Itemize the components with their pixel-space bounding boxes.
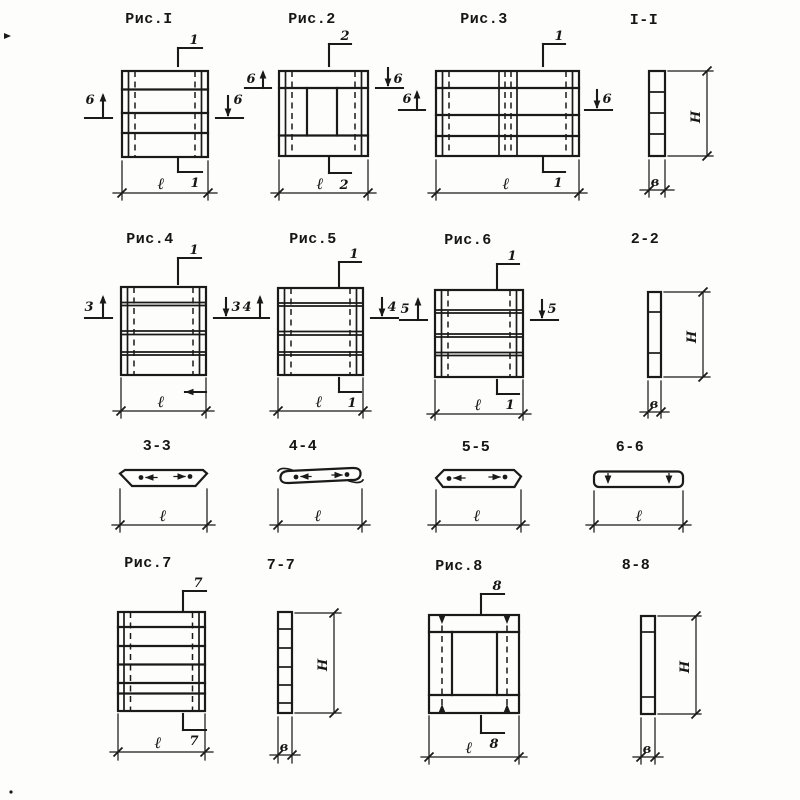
section-2-2-width-dimension	[640, 381, 669, 418]
figure-6-section-marker-top	[497, 249, 519, 288]
section-8-8-title: 8-8	[621, 557, 651, 574]
section-6-6-title: 6-6	[615, 439, 645, 456]
figure-1	[85, 11, 243, 200]
figure-2-section-marker-left-label: 6	[246, 72, 256, 87]
figure-8-section-marker-bottom-label: 8	[489, 737, 499, 752]
figure-1-length-dimension	[113, 161, 217, 200]
section-4-4-title: 4-4	[288, 438, 318, 455]
figure-4-title: Рис.4	[126, 231, 174, 248]
figure-4-panel	[121, 287, 206, 375]
section-5-5	[428, 439, 529, 532]
figure-5-section-marker-left-label: 4	[242, 300, 252, 315]
figure-2-section-marker-bottom-label: 2	[339, 178, 349, 193]
figure-7-section-marker-bottom-label: 7	[189, 734, 199, 749]
section-3-3-rebar-right	[174, 473, 192, 479]
section-2-2-height-dimension	[664, 288, 710, 382]
section-1-1-width-label: в	[650, 175, 660, 190]
section-2-2	[631, 231, 710, 418]
scan-specks	[4, 33, 13, 794]
figure-4-length-label: ℓ	[157, 392, 165, 411]
section-4-4-rebar-left	[294, 473, 311, 479]
section-2-2-body	[648, 292, 661, 377]
figure-3	[399, 11, 612, 200]
section-8-8-height-dimension	[658, 612, 701, 719]
figure-2	[245, 11, 403, 200]
section-5-5-length-dimension	[428, 490, 529, 532]
section-3-3-title: 3-3	[142, 438, 172, 455]
figure-7-section-marker-bottom	[183, 714, 206, 749]
figure-3-section-marker-left	[399, 90, 425, 110]
figure-4-length-dimension	[113, 378, 214, 418]
figure-6-section-marker-bottom	[497, 380, 519, 413]
section-7-7-height-dimension	[295, 609, 341, 718]
figure-4-section-marker-bottom	[185, 389, 206, 395]
figure-3-section-marker-left-label: 6	[402, 92, 412, 107]
section-4-4-rebar-right	[332, 472, 349, 478]
figure-2-section-marker-top-label: 2	[340, 29, 350, 44]
figure-5-section-marker-bottom	[339, 378, 361, 411]
figure-4-section-marker-top-label: 1	[189, 243, 199, 258]
figure-8	[421, 558, 527, 764]
section-8-8-width-dimension	[633, 718, 663, 764]
figure-1-panel	[122, 71, 208, 157]
figure-8-length-label: ℓ	[465, 738, 473, 757]
figure-1-section-marker-right	[216, 93, 243, 118]
figure-6-section-marker-bottom-label: 1	[505, 398, 515, 413]
figure-6-title: Рис.6	[444, 232, 492, 249]
figure-1-section-marker-left	[85, 93, 112, 118]
figure-5-panel	[278, 288, 363, 375]
figure-3-length-label: ℓ	[502, 174, 510, 193]
figure-6-section-marker-left	[400, 297, 427, 320]
section-4-4	[270, 438, 370, 532]
section-4-4-length-dimension	[270, 489, 370, 532]
section-6-6-rebar-right	[666, 474, 673, 485]
figure-3-section-marker-right	[585, 90, 612, 110]
section-4-4-length-label: ℓ	[314, 506, 322, 525]
figure-6-section-marker-left-label: 5	[400, 302, 410, 317]
section-2-2-height-label: H	[685, 330, 700, 344]
section-7-7-body	[278, 612, 292, 713]
figure-6-length-label: ℓ	[474, 395, 482, 414]
figure-1-section-marker-bottom	[178, 159, 202, 191]
section-8-8-width-label: в	[642, 742, 652, 757]
section-1-1	[630, 12, 713, 197]
figure-3-section-marker-top-label: 1	[554, 29, 564, 44]
figure-2-panel	[279, 71, 368, 156]
figure-1-section-marker-right-label: 6	[233, 93, 243, 108]
figure-1-section-marker-left-label: 6	[85, 93, 95, 108]
section-1-1-title: I-I	[629, 12, 659, 29]
figure-5-section-marker-bottom-label: 1	[347, 396, 357, 411]
section-7-7-title: 7-7	[266, 557, 296, 574]
figure-6-section-marker-top-label: 1	[507, 249, 517, 264]
section-3-3-length-dimension	[112, 489, 215, 532]
figure-2-title: Рис.2	[288, 11, 336, 28]
figure-2-length-dimension	[271, 160, 376, 200]
figure-5-section-marker-top	[339, 247, 361, 286]
figure-6-section-marker-right	[531, 300, 558, 320]
figure-7-title: Рис.7	[124, 555, 172, 572]
section-3-3-length-label: ℓ	[159, 506, 167, 525]
figure-8-length-dimension	[421, 716, 527, 764]
figure-3-section-marker-bottom	[543, 158, 565, 191]
figure-5-section-marker-left	[242, 295, 269, 318]
section-8-8-body	[641, 616, 655, 714]
figure-3-title: Рис.3	[460, 11, 508, 28]
figure-1-title: Рис.I	[125, 11, 173, 28]
figure-6-panel	[435, 290, 523, 377]
figure-1-section-marker-bottom-label: 1	[190, 176, 200, 191]
figure-8-section-marker-top-label: 8	[492, 579, 502, 594]
section-6-6	[586, 439, 691, 532]
figure-5-section-marker-right-label: 4	[387, 300, 397, 315]
figure-3-length-dimension	[428, 160, 587, 200]
figure-7-section-marker-top-label: 7	[193, 576, 203, 591]
section-5-5-rebar-right	[489, 474, 507, 480]
figure-1-section-marker-top	[178, 33, 202, 66]
figure-3-section-marker-right-label: 6	[602, 92, 612, 107]
section-5-5-title: 5-5	[461, 439, 491, 456]
section-7-7-height-label: H	[316, 658, 331, 672]
figure-4-section-marker-right	[214, 298, 242, 318]
figure-1-length-label: ℓ	[157, 174, 165, 193]
section-8-8-height-label: H	[678, 660, 693, 674]
figure-5-length-label: ℓ	[315, 392, 323, 411]
figure-8-section-marker-bottom	[481, 716, 504, 752]
section-6-6-length-label: ℓ	[635, 506, 643, 525]
section-1-1-height-dimension	[668, 67, 713, 161]
figure-4-section-marker-left	[84, 295, 112, 318]
section-1-1-body	[649, 71, 665, 156]
figure-6-section-marker-right-label: 5	[547, 302, 557, 317]
figure-4-section-marker-left-label: 3	[84, 300, 94, 315]
figure-5	[242, 231, 398, 418]
figure-7-length-label: ℓ	[154, 733, 162, 752]
figure-7-section-marker-top	[183, 576, 206, 611]
section-1-1-height-label: H	[689, 110, 704, 124]
section-3-3-bar	[120, 470, 207, 486]
section-3-3	[112, 438, 215, 532]
figure-2-section-marker-right	[376, 68, 403, 88]
figure-2-section-marker-bottom	[329, 158, 351, 193]
figure-7	[110, 555, 213, 760]
figure-3-panel-outline	[436, 71, 579, 156]
figure-4	[84, 231, 242, 418]
figure-2-section-marker-right-label: 6	[393, 72, 403, 87]
figure-4-section-marker-top	[178, 243, 201, 284]
section-3-3-rebar-left	[139, 474, 157, 480]
figure-4-section-marker-right-label: 3	[231, 300, 241, 315]
figure-2-length-label: ℓ	[316, 174, 324, 193]
section-5-5-rebar-left	[447, 475, 465, 481]
figure-3-panel	[436, 71, 579, 156]
figure-5-title: Рис.5	[289, 231, 337, 248]
figure-7-panel	[118, 612, 205, 711]
figure-3-section-marker-bottom-label: 1	[553, 176, 563, 191]
figure-5-section-marker-right	[371, 298, 398, 318]
section-1-1-width-dimension	[640, 160, 674, 197]
section-5-5-length-label: ℓ	[473, 506, 481, 525]
section-6-6-length-dimension	[586, 491, 691, 532]
figure-6	[400, 232, 558, 420]
section-2-2-title: 2-2	[630, 231, 660, 248]
figure-8-title: Рис.8	[435, 558, 483, 575]
figure-6-length-dimension	[427, 380, 531, 420]
figure-2-section-marker-top	[329, 29, 351, 66]
section-6-6-rebar-left	[605, 474, 612, 485]
section-7-7	[267, 557, 341, 763]
figure-1-section-marker-top-label: 1	[189, 33, 199, 48]
figure-2-section-marker-left	[245, 70, 271, 88]
section-7-7-width-dimension	[270, 717, 300, 763]
figure-5-section-marker-top-label: 1	[349, 247, 359, 262]
section-2-2-width-label: в	[649, 397, 659, 412]
figure-3-section-marker-top	[543, 29, 565, 66]
section-7-7-width-label: в	[279, 740, 289, 755]
figure-8-panel	[429, 615, 519, 713]
figure-8-section-marker-top	[481, 579, 504, 614]
section-8-8	[622, 557, 701, 764]
